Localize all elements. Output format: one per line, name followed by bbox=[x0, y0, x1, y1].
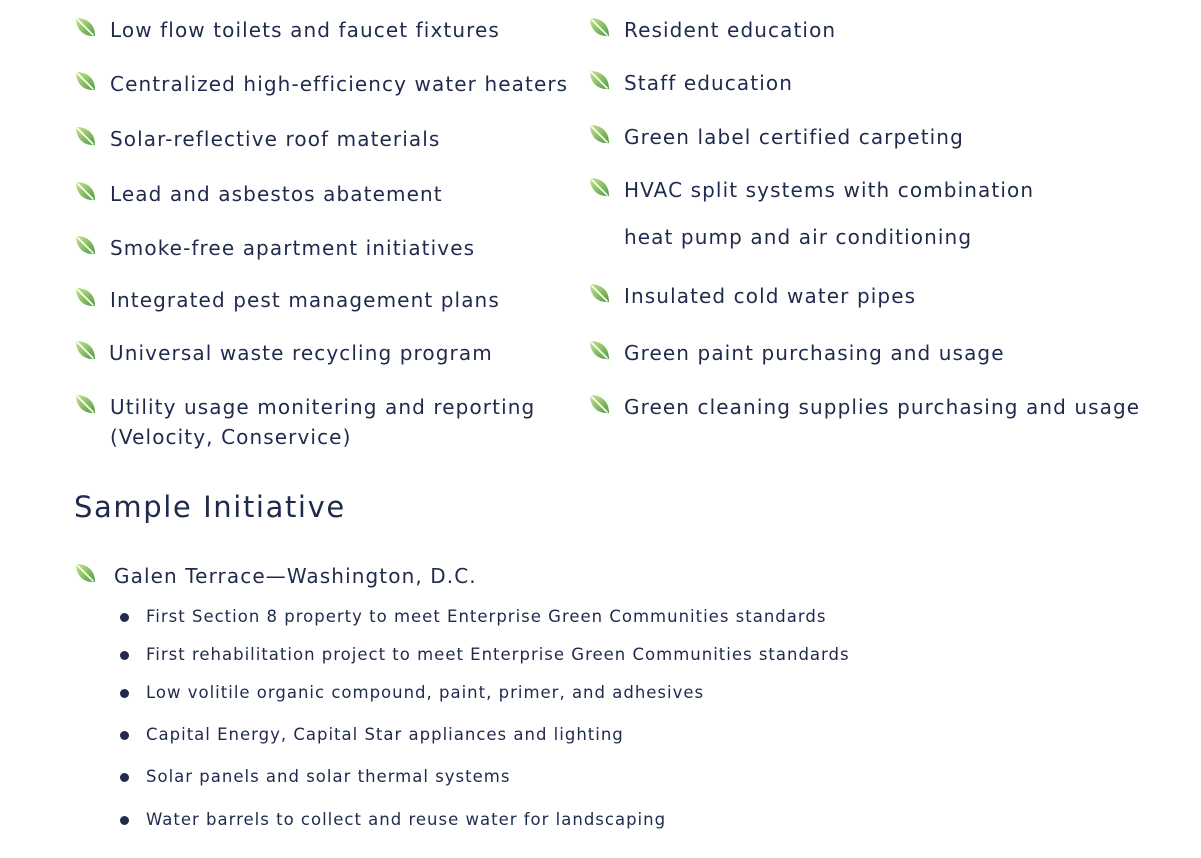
list-item-label: Utility usage monitering and reporting bbox=[110, 395, 536, 419]
bullet-icon bbox=[120, 773, 129, 782]
list-item-label: Resident education bbox=[624, 18, 837, 42]
bullet-text: Low volitile organic compound, paint, primer, and adhesives bbox=[146, 683, 705, 702]
bullet-icon bbox=[120, 689, 129, 698]
list-item-label: Centralized high-efficiency water heaters bbox=[110, 72, 569, 96]
list-item-label: Insulated cold water pipes bbox=[624, 284, 917, 308]
list-item-label: Staff education bbox=[624, 71, 793, 95]
list-item-label: Universal waste recycling program bbox=[109, 341, 493, 365]
list-item-label: HVAC split systems with combination bbox=[624, 178, 1035, 202]
bullet-icon bbox=[120, 816, 129, 825]
sample-property-label: Galen Terrace—Washington, D.C. bbox=[114, 564, 477, 588]
list-item-label: Green label certified carpeting bbox=[624, 125, 964, 149]
bullet-text: Water barrels to collect and reuse water for landscaping bbox=[146, 810, 667, 829]
bullet-icon bbox=[120, 731, 129, 740]
leaf-icon bbox=[74, 16, 96, 38]
leaf-icon bbox=[74, 70, 96, 92]
leaf-icon bbox=[588, 16, 610, 38]
bullet-text: Capital Energy, Capital Star appliances and lighting bbox=[146, 725, 624, 744]
bullet-icon bbox=[120, 613, 129, 622]
list-item-label: Green cleaning supplies purchasing and usage bbox=[624, 395, 1141, 419]
list-item-label: Solar-reflective roof materials bbox=[110, 127, 441, 151]
bullet-text: First rehabilitation project to meet Enterprise Green Communities standards bbox=[146, 645, 850, 664]
leaf-icon bbox=[588, 393, 610, 415]
leaf-icon bbox=[588, 123, 610, 145]
list-item-label: Lead and asbestos abatement bbox=[110, 182, 443, 206]
leaf-icon bbox=[74, 125, 96, 147]
leaf-icon bbox=[588, 282, 610, 304]
leaf-icon bbox=[74, 286, 96, 308]
list-item-label-line2: (Velocity, Conservice) bbox=[110, 425, 352, 449]
leaf-icon bbox=[74, 234, 96, 256]
bullet-text: First Section 8 property to meet Enterprise Green Communities standards bbox=[146, 607, 827, 626]
leaf-icon bbox=[588, 176, 610, 198]
leaf-icon bbox=[74, 339, 96, 361]
list-item-label: Green paint purchasing and usage bbox=[624, 341, 1005, 365]
leaf-icon bbox=[74, 393, 96, 415]
list-item-label: Smoke-free apartment initiatives bbox=[110, 236, 476, 260]
leaf-icon bbox=[588, 69, 610, 91]
list-item-label-line2: heat pump and air conditioning bbox=[624, 225, 973, 249]
bullet-text: Solar panels and solar thermal systems bbox=[146, 767, 511, 786]
leaf-icon bbox=[588, 339, 610, 361]
list-item-label: Integrated pest management plans bbox=[110, 288, 500, 312]
list-item-label: Low flow toilets and faucet fixtures bbox=[110, 18, 500, 42]
section-heading: Sample Initiative bbox=[74, 490, 346, 524]
leaf-icon bbox=[74, 562, 96, 584]
leaf-icon bbox=[74, 180, 96, 202]
bullet-icon bbox=[120, 651, 129, 660]
